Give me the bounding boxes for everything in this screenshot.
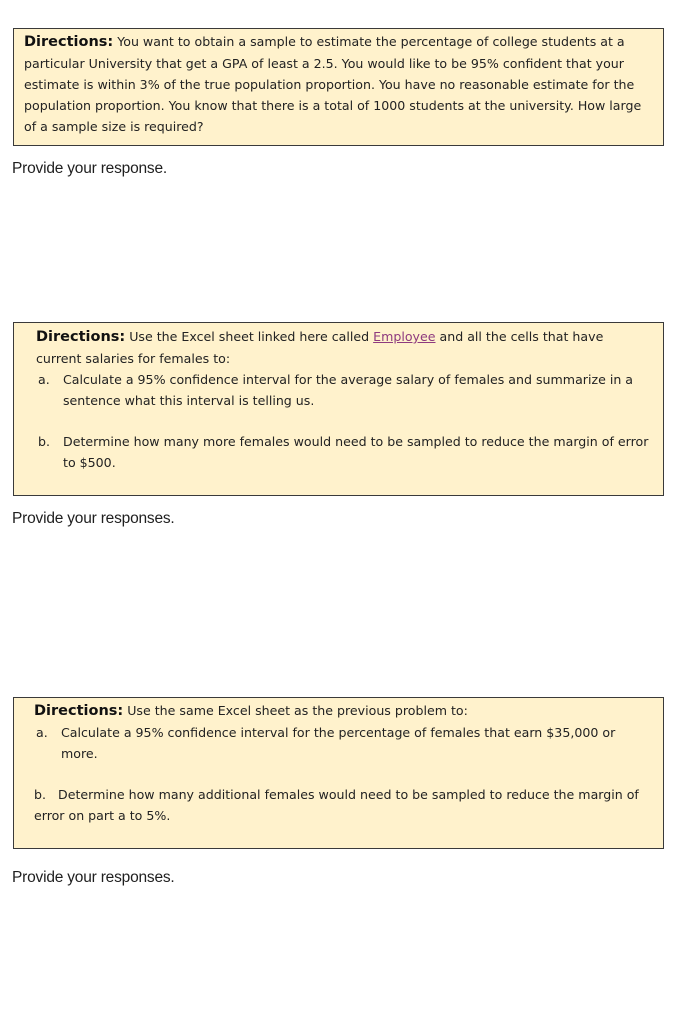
- list-marker: a.: [36, 725, 48, 740]
- spacer: [36, 411, 651, 431]
- list-item-text: Calculate a 95% confidence interval for the average salary of females and summarize in a sentence what this interval is telling us.: [63, 372, 634, 408]
- directions-text-after-link: and all the cells that have current salaries for females to:: [36, 329, 604, 366]
- list-item-text: Determine how many more females would need to be sampled to reduce the margin of error to $500.: [63, 434, 649, 470]
- directions-text: Use the same Excel sheet as the previous problem to:: [127, 703, 468, 718]
- list-item-text: Determine how many additional females would need to be sampled to reduce the margin of error on part a to 5%.: [34, 787, 639, 823]
- directions-intro: [34, 700, 651, 722]
- list-marker: b.: [34, 787, 46, 802]
- list-item-b: [34, 784, 651, 826]
- directions-box-3: [13, 697, 664, 849]
- spacer: [34, 764, 651, 784]
- directions-label: Directions:: [36, 329, 126, 345]
- directions-text: You want to obtain a sample to estimate the percentage of college students at a particular University that get a GPA of least a 2.5. You would like to be 95% confident that your estimate is within 3% of the true population proportion. You have no reasonable estimate for the population proportion. You know that there is a total of 1000 students at the university. How large of a sample size is required?: [24, 34, 642, 134]
- directions-label: Directions:: [24, 34, 114, 50]
- list-item-b: [36, 431, 651, 473]
- employee-link[interactable]: Employee: [373, 329, 436, 344]
- list-item-a: [36, 369, 651, 411]
- directions-text-before-link: Use the Excel sheet linked here called: [129, 329, 370, 344]
- directions-label: Directions:: [34, 703, 124, 719]
- directions-box-1: [13, 28, 664, 146]
- list-item-text: Calculate a 95% confidence interval for the percentage of females that earn $35,000 or more.: [61, 725, 616, 761]
- directions-intro: [36, 326, 651, 369]
- response-prompt-1: Provide your response.: [12, 160, 167, 177]
- list-marker: a.: [38, 372, 50, 387]
- response-prompt-3: Provide your responses.: [12, 869, 175, 886]
- list-marker: b.: [38, 434, 50, 449]
- list-item-a: [34, 722, 651, 764]
- response-prompt-2: Provide your responses.: [12, 510, 175, 527]
- directions-box-2: [13, 322, 664, 496]
